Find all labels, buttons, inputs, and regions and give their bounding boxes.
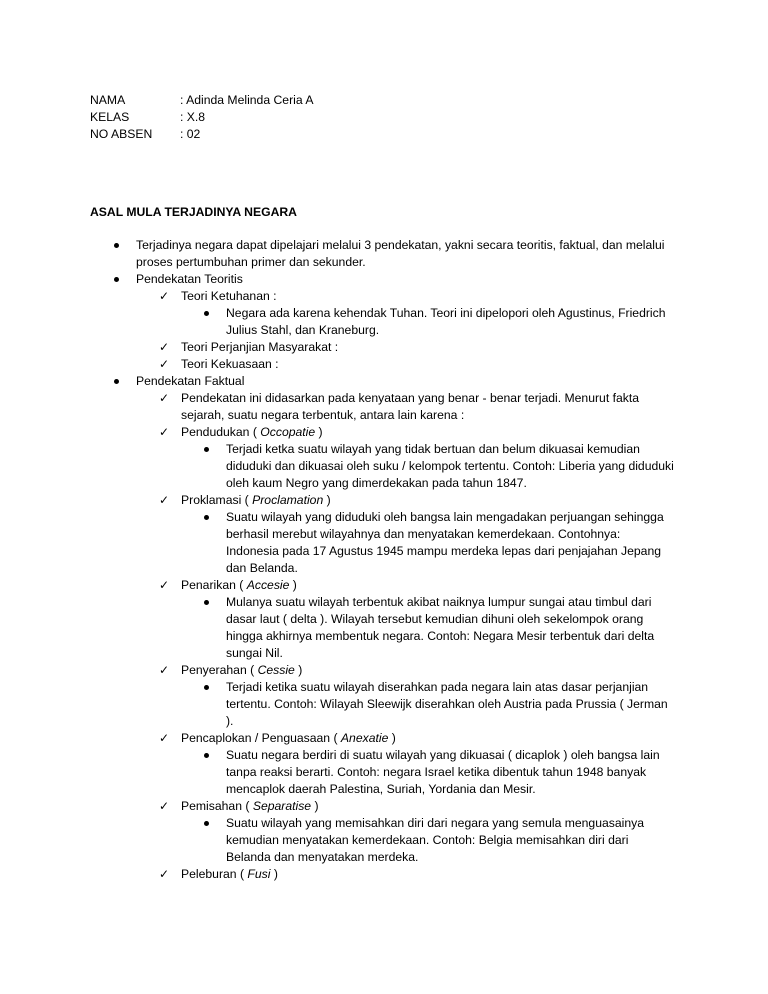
student-header [90,92,313,143]
list-item: ✓ Teori Ketuhanan : [159,289,277,303]
bullet-icon [204,311,209,316]
list-item: Terjadi ketika suatu wilayah diserahkan pada negara lain atas dasar perjanjian tertentu. Contoh: Wilayah Sleewijk diserahkan oleh Austria pada Prussia ( Jerman ). [0,679,676,730]
bullet-icon [114,379,119,384]
checkmark-icon: ✓ [159,340,170,354]
class-row [90,109,313,126]
list-item: Mulanya suatu wilayah terbentuk akibat naiknya lumpur sungai atau timbul dari dasar laut ( delta ). Wilayah tersebut kemudian dihuni oleh sekelompok orang hingga akhirnya membentuk negara. Contoh: Negara Mesir terbentuk dari delta sungai Nil. [0,594,676,662]
list-item: Suatu wilayah yang memisahkan diri dari negara yang semula menguasainya kemudian menyatakan kemerdekaan. Contoh: Belgia memisahkan diri dari Belanda dan menyatakan merdeka. [0,815,676,866]
list-item: Terjadi ketka suatu wilayah yang tidak bertuan dan belum dikuasai kemudian diduduki dan dikuasai oleh suku / kelompok tertentu. Contoh: Liberia yang diduduki oleh kaum Negro yang dimerdekakan pada tahun 1847. [0,441,676,492]
list-item: ✓ Peleburan ( Fusi ) [159,867,278,881]
list-item: ✓ Teori Perjanjian Masyarakat : [159,340,339,354]
bullet-icon [204,685,209,690]
list-item: Suatu wilayah yang diduduki oleh bangsa lain mengadakan perjuangan sehingga berhasil merebut wilayahnya dan menyatakan kemerdekaan. Contohnya: Indonesia pada 17 Agustus 1945 mampu merdeka lepas dari penjajahan Jepang dan Belanda. [0,509,676,577]
checkmark-icon: ✓ [159,731,170,745]
bullet-icon [204,447,209,452]
bullet-icon [204,753,209,758]
bullet-icon [204,515,209,520]
bullet-icon [114,243,119,248]
checkmark-icon: ✓ [159,799,170,813]
class-value: : X.8 [180,110,206,124]
bullet-icon [204,600,209,605]
list-item: ✓ Pendekatan ini didasarkan pada kenyataan yang benar - benar terjadi. Menurut fakta sejarah, suatu negara terbentuk, antara lain karena : [159,391,640,422]
checkmark-icon: ✓ [159,425,170,439]
list-item: ✓ Pendudukan ( Occopatie ) [159,425,323,439]
name-row [90,92,313,109]
bullet-icon [204,821,209,826]
checkmark-icon: ✓ [159,867,170,881]
list-item: Suatu negara berdiri di suatu wilayah yang dikuasai ( dicaplok ) oleh bangsa lain tanpa reaksi berarti. Contoh: negara Israel ketika dibentuk tahun 1948 banyak mencaplok daerah Palestina, Suriah, Yordania dan Mesir. [0,747,676,798]
checkmark-icon: ✓ [159,493,170,507]
list-item: Pendekatan Faktual [0,373,676,390]
outline-list [0,237,768,883]
name-label: NAMA [90,93,126,107]
checkmark-icon: ✓ [159,289,170,303]
list-item: ✓ Penyerahan ( Cessie ) [159,663,303,677]
checkmark-icon: ✓ [159,357,170,371]
bullet-icon [114,277,119,282]
checkmark-icon: ✓ [159,663,170,677]
list-item: ✓ Penarikan ( Accesie ) [159,578,297,592]
class-label: KELAS [90,110,130,124]
list-item: ✓ Teori Kekuasaan : [159,357,279,371]
list-item: ✓ Pemisahan ( Separatise ) [159,799,319,813]
list-item: Terjadinya negara dapat dipelajari melalui 3 pendekatan, yakni secara teoritis, faktual, dan melalui proses pertumbuhan primer dan sekunder. [0,237,676,271]
checkmark-icon: ✓ [159,391,170,405]
absen-row [90,126,313,143]
name-value: : Adinda Melinda Ceria A [180,93,314,107]
list-item: ✓ Proklamasi ( Proclamation ) [159,493,331,507]
list-item: Pendekatan Teoritis [0,271,676,288]
absen-label: NO ABSEN [90,127,153,141]
checkmark-icon: ✓ [159,578,170,592]
list-item: ✓ Pencaplokan / Penguasaan ( Anexatie ) [159,731,396,745]
list-item: Negara ada karena kehendak Tuhan. Teori ini dipelopori oleh Agustinus, Friedrich Julius Stahl, dan Kraneburg. [0,305,676,339]
absen-value: : 02 [180,127,201,141]
document-title: ASAL MULA TERJADINYA NEGARA [90,205,297,219]
